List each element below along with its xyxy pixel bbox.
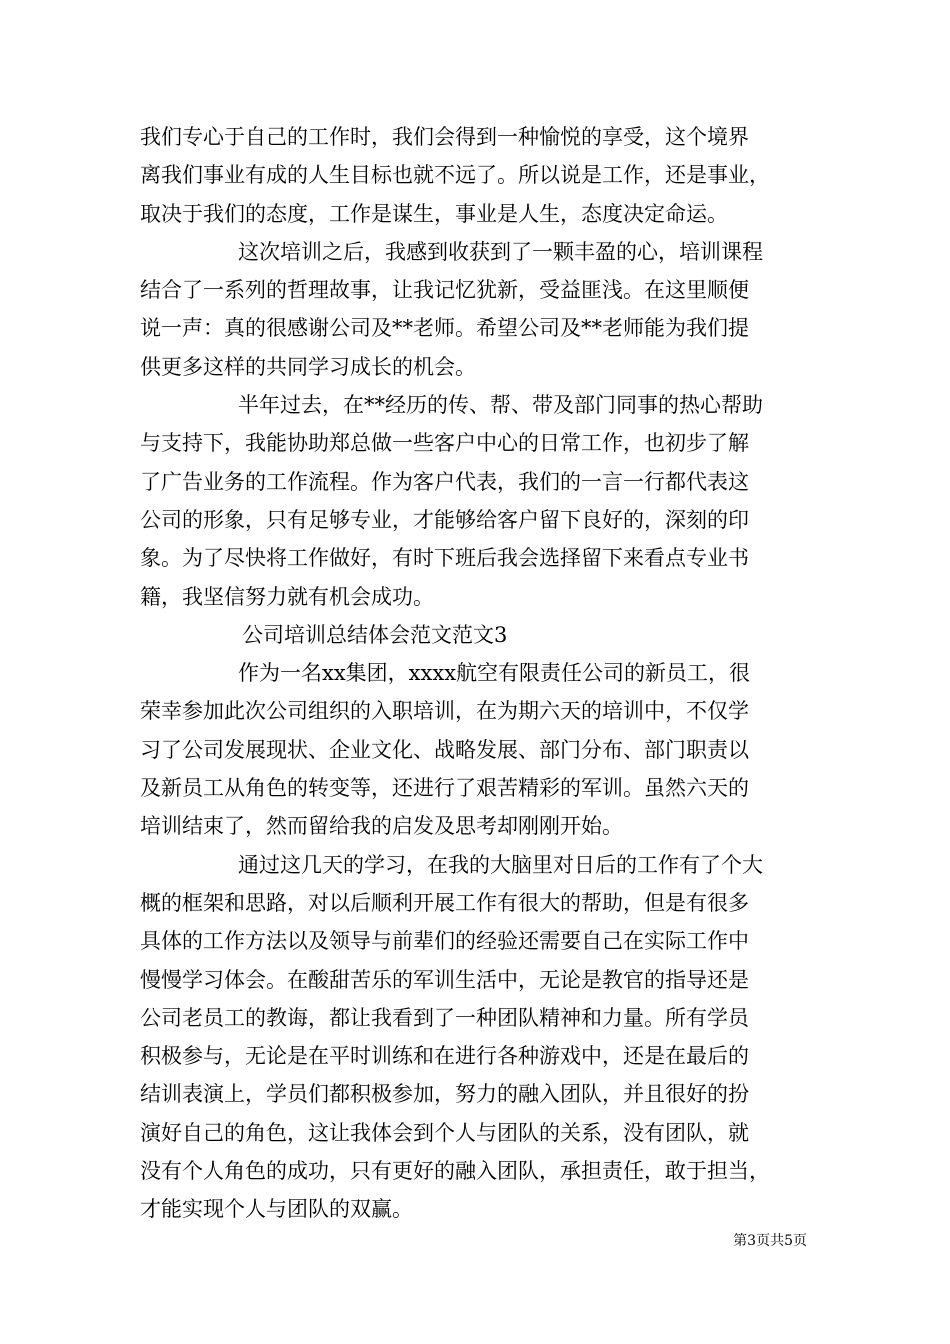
text-line: 供更多这样的共同学习成长的机会。 bbox=[140, 354, 476, 379]
paragraph-start-line: 半年过去，在**经历的传、帮、带及部门同事的热心帮助 bbox=[238, 393, 763, 418]
text-line: 与支持下，我能协助郑总做一些客户中心的日常工作，也初步了解 bbox=[140, 431, 749, 456]
section-heading: 公司培训总结体会范文范文3 bbox=[242, 622, 508, 647]
page-number-footer: 第3页共5页 bbox=[733, 1233, 807, 1249]
paragraph-start-line: 作为一名xx集团，xxxx航空有限责任公司的新员工，很 bbox=[238, 661, 751, 686]
text-line: 荣幸参加此次公司组织的入职培训，在为期六天的培训中，不仅学 bbox=[140, 699, 749, 724]
text-line: 取决于我们的态度，工作是谋生，事业是人生，态度决定命运。 bbox=[140, 201, 728, 226]
document-body bbox=[140, 118, 830, 1229]
text-line: 象。为了尽快将工作做好，有时下班后我会选择留下来看点专业书 bbox=[140, 546, 749, 571]
text-line: 慢慢学习体会。在酸甜苦乐的军训生活中，无论是教官的指导还是 bbox=[140, 967, 749, 992]
text-line: 概的框架和思路，对以后顺利开展工作有很大的帮助，但是有很多 bbox=[140, 890, 749, 915]
paragraph-start-line: 通过这几天的学习，在我的大脑里对日后的工作有了个大 bbox=[238, 852, 763, 877]
text-line: 习了公司发展现状、企业文化、战略发展、部门分布、部门职责以 bbox=[140, 737, 749, 762]
text-line: 公司的形象，只有足够专业，才能够给客户留下良好的，深刻的印 bbox=[140, 507, 749, 532]
text-line: 具体的工作方法以及领导与前辈们的经验还需要自己在实际工作中 bbox=[140, 929, 749, 954]
text-line: 籍，我坚信努力就有机会成功。 bbox=[140, 584, 434, 609]
text-line: 结合了一系列的哲理故事，让我记忆犹新，受益匪浅。在这里顺便 bbox=[140, 278, 749, 303]
text-line: 演好自己的角色，这让我体会到个人与团队的关系，没有团队，就 bbox=[140, 1120, 749, 1145]
paragraph-start-line: 这次培训之后，我感到收获到了一颗丰盈的心，培训课程 bbox=[238, 239, 763, 264]
text-line: 没有个人角色的成功，只有更好的融入团队，承担责任，敢于担当， bbox=[140, 1159, 770, 1184]
text-line: 公司老员工的教诲，都让我看到了一种团队精神和力量。所有学员 bbox=[140, 1005, 749, 1030]
text-line: 我们专心于自己的工作时，我们会得到一种愉悦的享受，这个境界 bbox=[140, 125, 749, 149]
text-line: 培训结束了，然而留给我的启发及思考却刚刚开始。 bbox=[140, 814, 623, 839]
text-line: 积极参与，无论是在平时训练和在进行各种游戏中，还是在最后的 bbox=[140, 1044, 749, 1069]
text-line: 结训表演上，学员们都积极参加，努力的融入团队，并且很好的扮 bbox=[140, 1082, 749, 1107]
text-line: 了广告业务的工作流程。作为客户代表，我们的一言一行都代表这 bbox=[140, 469, 749, 494]
text-line: 说一声：真的很感谢公司及**老师。希望公司及**老师能为我们提 bbox=[140, 316, 749, 341]
text-line: 及新员工从角色的转变等，还进行了艰苦精彩的军训。虽然六天的 bbox=[140, 776, 749, 801]
text-line: 才能实现个人与团队的双赢。 bbox=[140, 1197, 413, 1222]
text-line: 离我们事业有成的人生目标也就不远了。所以说是工作，还是事业， bbox=[140, 163, 770, 188]
